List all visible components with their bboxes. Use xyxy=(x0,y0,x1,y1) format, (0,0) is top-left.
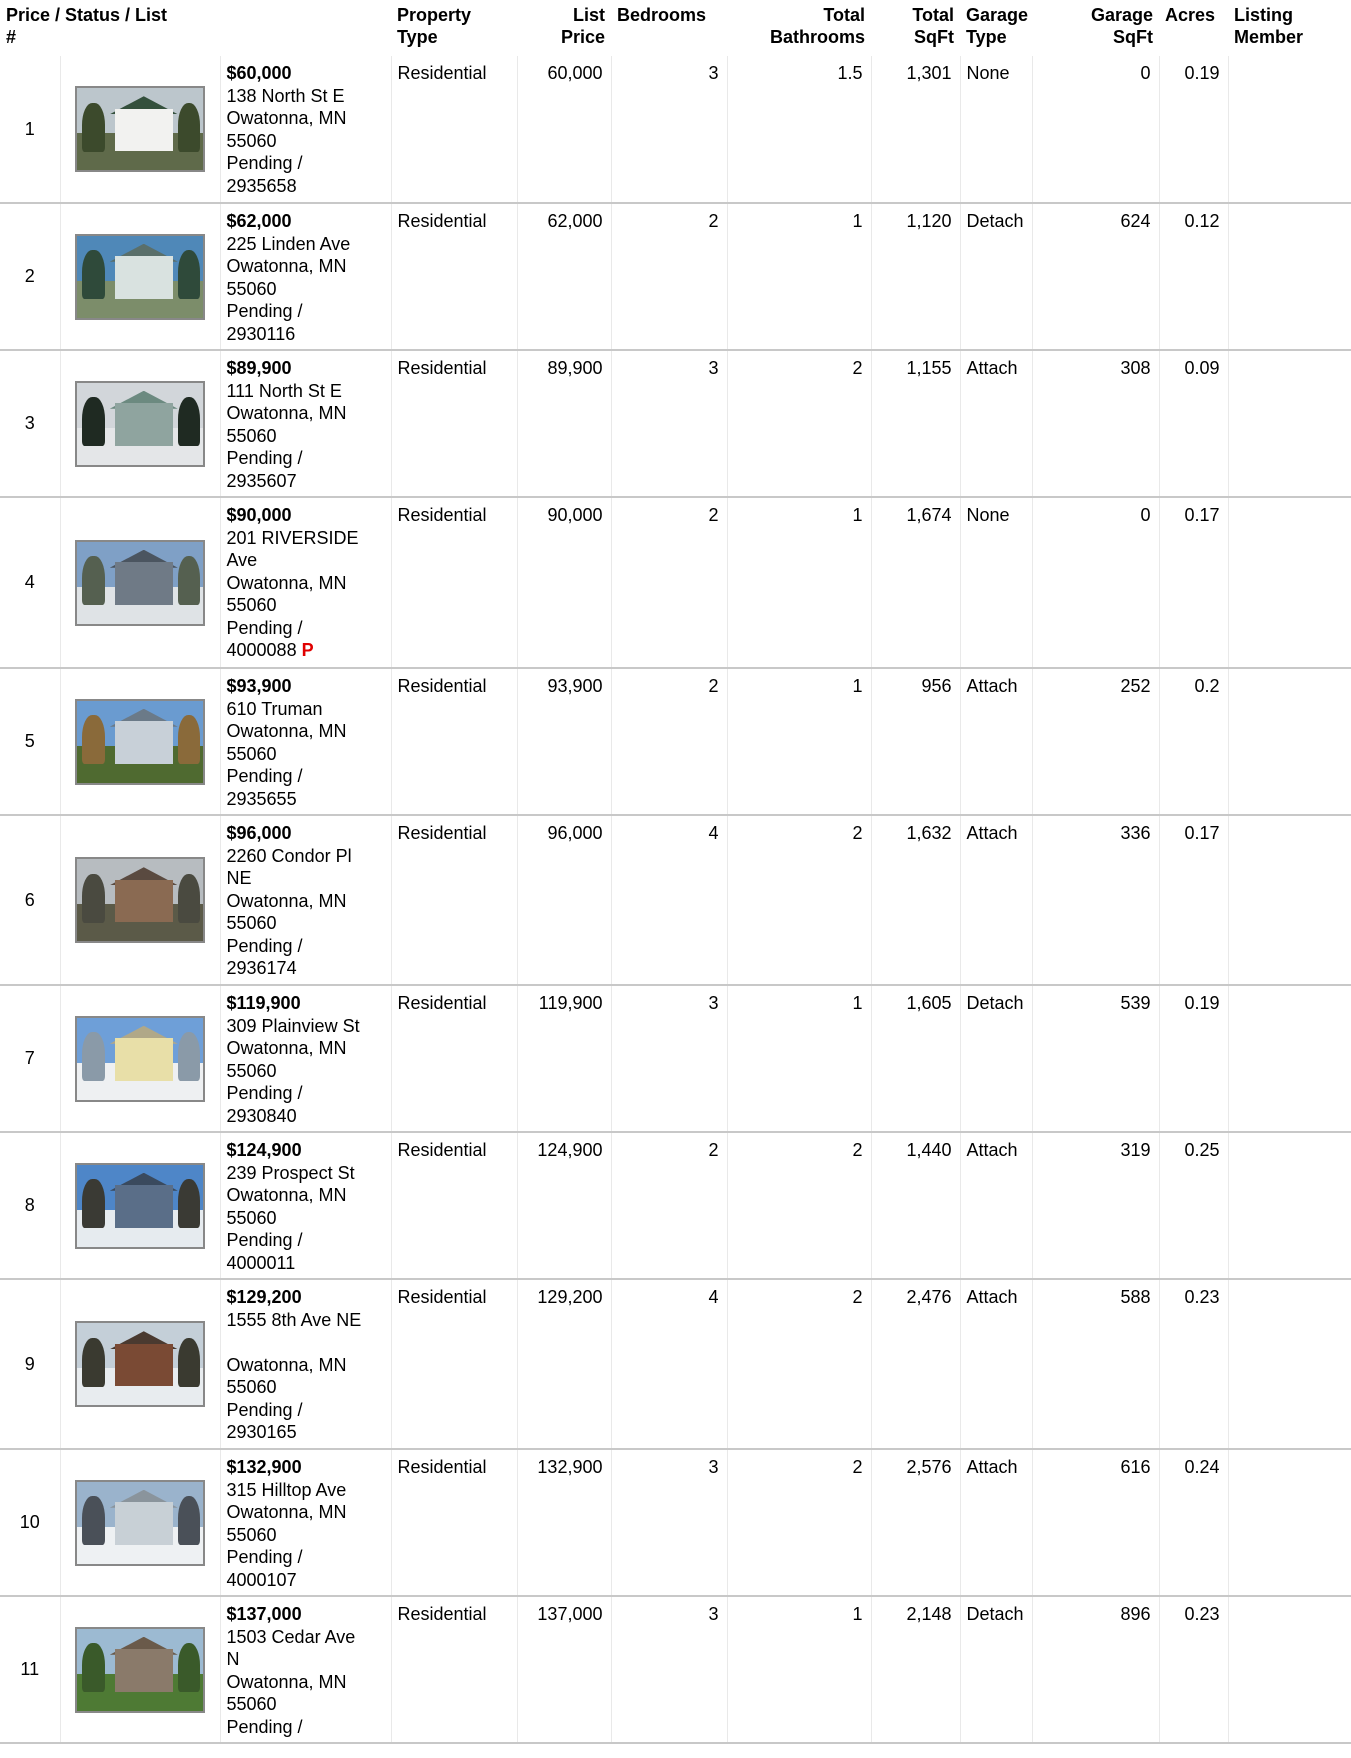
listing-member xyxy=(1228,497,1351,668)
photo-cell xyxy=(60,203,220,350)
garage-type: Attach xyxy=(960,815,1032,985)
garage-sqft: 0 xyxy=(1032,56,1159,203)
listing-row[interactable] xyxy=(0,1279,1351,1449)
garage-type: Detach xyxy=(960,1596,1032,1743)
list-price: 93,900 xyxy=(517,668,611,815)
listing-summary xyxy=(220,56,391,203)
photo-cell xyxy=(60,1449,220,1596)
listing-summary xyxy=(220,1279,391,1449)
listing-summary xyxy=(220,350,391,497)
address-line: 55060 xyxy=(226,1207,277,1228)
photo-house xyxy=(115,721,173,764)
address-line: 1555 8th Ave NE xyxy=(226,1309,362,1330)
address-line: 55060 xyxy=(226,913,277,933)
garage-type: None xyxy=(960,497,1032,668)
photo-tree xyxy=(178,1338,201,1387)
row-number: 8 xyxy=(0,1132,60,1279)
status: Pending / xyxy=(226,301,303,321)
garage-type: Attach xyxy=(960,350,1032,497)
header-label: Property xyxy=(397,5,472,25)
list-number[interactable]: 4000107 xyxy=(226,1569,297,1590)
header-label: Type xyxy=(397,27,438,47)
garage-type: None xyxy=(960,56,1032,203)
listing-member xyxy=(1228,1449,1351,1596)
total-sqft: 2,476 xyxy=(871,1279,960,1449)
address-line: 55060 xyxy=(226,595,277,615)
total-sqft: 2,576 xyxy=(871,1449,960,1596)
header-garage-sqft[interactable] xyxy=(1032,0,1159,56)
price[interactable]: $89,900 xyxy=(226,358,292,378)
header-row xyxy=(0,0,1351,56)
total-bathrooms: 2 xyxy=(727,1449,871,1596)
address-line: 239 Prospect St xyxy=(226,1162,355,1183)
total-sqft: 1,674 xyxy=(871,497,960,668)
header-price-status[interactable] xyxy=(0,0,391,56)
listing-row[interactable] xyxy=(0,985,1351,1132)
photo-tree xyxy=(82,103,105,152)
listing-photo[interactable] xyxy=(75,1163,205,1249)
list-price: 96,000 xyxy=(517,815,611,985)
total-bathrooms: 1 xyxy=(727,497,871,668)
address-line: 201 RIVERSIDE xyxy=(226,527,359,548)
header-list-price[interactable] xyxy=(517,0,611,56)
photo-tree xyxy=(178,715,201,764)
list-price: 129,200 xyxy=(517,1279,611,1449)
price[interactable]: $60,000 xyxy=(226,63,292,83)
address-line: Owatonna, MN xyxy=(226,1038,347,1058)
list-number[interactable]: 2930840 xyxy=(226,1105,297,1126)
list-price: 119,900 xyxy=(517,985,611,1132)
garage-type: Detach xyxy=(960,985,1032,1132)
list-number[interactable]: 2930165 xyxy=(226,1422,297,1442)
total-bathrooms: 2 xyxy=(727,1279,871,1449)
list-number[interactable]: 2930116 xyxy=(226,323,296,344)
property-type: Residential xyxy=(391,1279,517,1449)
photo-tree xyxy=(82,1032,105,1081)
address-line: Owatonna, MN xyxy=(226,890,347,911)
garage-sqft: 588 xyxy=(1032,1279,1159,1449)
price[interactable]: $137,000 xyxy=(226,1604,302,1624)
listing-member xyxy=(1228,668,1351,815)
garage-sqft: 624 xyxy=(1032,203,1159,350)
photo-tree xyxy=(178,1643,201,1692)
garage-sqft: 308 xyxy=(1032,350,1159,497)
photo-tree xyxy=(82,250,105,299)
total-bathrooms: 2 xyxy=(727,815,871,985)
header-label: Total xyxy=(823,5,865,25)
header-total-sqft[interactable] xyxy=(871,0,960,56)
listing-row[interactable] xyxy=(0,1449,1351,1596)
header-label: Price xyxy=(560,27,605,47)
header-label: Member xyxy=(1234,27,1304,47)
listing-photo[interactable] xyxy=(75,699,205,785)
listing-summary xyxy=(220,1596,391,1743)
photo-tree xyxy=(82,1338,105,1387)
address-line: 55060 xyxy=(226,1060,277,1081)
garage-type: Attach xyxy=(960,1132,1032,1279)
row-number: 2 xyxy=(0,203,60,350)
listing-summary xyxy=(220,985,391,1132)
listing-summary xyxy=(220,1449,391,1596)
photo-tree xyxy=(82,1496,105,1545)
list-number[interactable]: 2935658 xyxy=(226,175,297,196)
photo-cell xyxy=(60,668,220,815)
photo-house xyxy=(115,256,173,299)
header-label: Garage xyxy=(966,5,1029,25)
price[interactable]: $90,000 xyxy=(226,505,292,525)
address-line: 111 North St E xyxy=(226,380,342,401)
bedrooms: 2 xyxy=(611,668,727,815)
listing-member xyxy=(1228,1279,1351,1449)
photo-tree xyxy=(178,250,201,299)
price[interactable]: $124,900 xyxy=(226,1140,302,1160)
photo-house xyxy=(115,403,173,446)
row-number: 5 xyxy=(0,668,60,815)
property-type: Residential xyxy=(391,497,517,668)
list-number[interactable]: 2935655 xyxy=(226,788,297,809)
status: Pending / xyxy=(226,1230,303,1250)
garage-sqft: 616 xyxy=(1032,1449,1159,1596)
list-price: 137,000 xyxy=(517,1596,611,1743)
header-label: List xyxy=(572,5,605,25)
address-line: 55060 xyxy=(226,425,277,446)
photo-cell xyxy=(60,1279,220,1449)
listing-photo[interactable] xyxy=(75,1480,205,1566)
address-line: Owatonna, MN xyxy=(226,721,347,741)
address-line: Owatonna, MN xyxy=(226,403,347,423)
total-bathrooms: 1 xyxy=(727,203,871,350)
garage-sqft: 896 xyxy=(1032,1596,1159,1743)
photo-tree xyxy=(82,874,105,923)
list-number[interactable]: 2936174 xyxy=(226,958,297,978)
property-type: Residential xyxy=(391,56,517,203)
total-bathrooms: 1.5 xyxy=(727,56,871,203)
header-total-bathrooms[interactable] xyxy=(727,0,871,56)
address-line: Owatonna, MN xyxy=(226,1354,347,1375)
photo-cell xyxy=(60,1132,220,1279)
photo-tree xyxy=(178,874,201,923)
photo-tree xyxy=(178,1496,201,1545)
address-line: 309 Plainview St xyxy=(226,1015,360,1036)
listing-photo[interactable] xyxy=(75,234,205,320)
header-label: SqFt xyxy=(914,27,954,47)
listing-member xyxy=(1228,350,1351,497)
address-line: 55060 xyxy=(226,278,277,299)
listing-row[interactable] xyxy=(0,815,1351,985)
listing-summary xyxy=(220,1132,391,1279)
list-price: 89,900 xyxy=(517,350,611,497)
photo-tree xyxy=(82,1179,105,1228)
total-bathrooms: 1 xyxy=(727,985,871,1132)
acres: 0.09 xyxy=(1159,350,1228,497)
header-label: Listing xyxy=(1234,5,1293,25)
garage-type: Attach xyxy=(960,668,1032,815)
listing-photo[interactable] xyxy=(75,540,205,626)
address-line: 55060 xyxy=(226,1377,277,1397)
acres: 0.19 xyxy=(1159,985,1228,1132)
listing-summary xyxy=(220,668,391,815)
list-price: 132,900 xyxy=(517,1449,611,1596)
row-number: 1 xyxy=(0,56,60,203)
photo-cell xyxy=(60,1596,220,1743)
photo-tree xyxy=(178,397,201,446)
address-line: 315 Hilltop Ave xyxy=(226,1479,347,1500)
address-line: 1503 Cedar Ave xyxy=(226,1626,356,1647)
photo-house xyxy=(115,109,173,152)
listing-summary xyxy=(220,815,391,985)
address-line: Owatonna, MN xyxy=(226,572,347,593)
status: Pending / xyxy=(226,1083,303,1103)
photo-house xyxy=(115,1649,173,1692)
list-price: 62,000 xyxy=(517,203,611,350)
bedrooms: 2 xyxy=(611,1132,727,1279)
property-type: Residential xyxy=(391,668,517,815)
bedrooms: 3 xyxy=(611,1449,727,1596)
total-sqft: 1,301 xyxy=(871,56,960,203)
property-type: Residential xyxy=(391,985,517,1132)
photo-cell xyxy=(60,815,220,985)
total-bathrooms: 1 xyxy=(727,1596,871,1743)
photo-cell xyxy=(60,985,220,1132)
address-line: 55060 xyxy=(226,743,277,764)
total-sqft: 2,148 xyxy=(871,1596,960,1743)
status-flag: P xyxy=(301,640,314,660)
total-sqft: 1,155 xyxy=(871,350,960,497)
header-listing-member[interactable] xyxy=(1228,0,1351,56)
total-bathrooms: 2 xyxy=(727,350,871,497)
header-label: Type xyxy=(966,27,1007,47)
bedrooms: 3 xyxy=(611,56,727,203)
status: Pending / xyxy=(226,153,303,173)
acres: 0.2 xyxy=(1159,668,1228,815)
acres: 0.24 xyxy=(1159,1449,1228,1596)
list-number[interactable]: 2935607 xyxy=(226,470,297,491)
header-label: Bedrooms xyxy=(617,5,707,25)
row-number: 10 xyxy=(0,1449,60,1596)
photo-house xyxy=(115,562,173,605)
photo-tree xyxy=(178,1179,201,1228)
status: Pending / xyxy=(226,766,303,786)
address-line: Owatonna, MN xyxy=(226,1671,347,1692)
row-number: 4 xyxy=(0,497,60,668)
address-line: N xyxy=(226,1649,240,1669)
bedrooms: 2 xyxy=(611,497,727,668)
listing-member xyxy=(1228,56,1351,203)
address-line: Owatonna, MN xyxy=(226,256,347,276)
photo-cell xyxy=(60,497,220,668)
listing-row[interactable] xyxy=(0,497,1351,668)
acres: 0.23 xyxy=(1159,1596,1228,1743)
address-line: 610 Truman xyxy=(226,698,323,719)
property-type: Residential xyxy=(391,1596,517,1743)
listing-row[interactable] xyxy=(0,668,1351,815)
address-line: Owatonna, MN xyxy=(226,108,347,128)
status: Pending / xyxy=(226,1716,303,1737)
photo-house xyxy=(115,1344,173,1387)
status: Pending / xyxy=(226,1399,303,1420)
list-number[interactable]: 4000011 xyxy=(226,1252,296,1273)
photo-tree xyxy=(82,1643,105,1692)
property-type: Residential xyxy=(391,815,517,985)
list-price: 60,000 xyxy=(517,56,611,203)
total-bathrooms: 2 xyxy=(727,1132,871,1279)
listing-summary xyxy=(220,203,391,350)
acres: 0.17 xyxy=(1159,815,1228,985)
listing-row[interactable] xyxy=(0,1132,1351,1279)
property-type: Residential xyxy=(391,203,517,350)
list-price: 90,000 xyxy=(517,497,611,668)
total-sqft: 1,440 xyxy=(871,1132,960,1279)
bedrooms: 3 xyxy=(611,1596,727,1743)
acres: 0.12 xyxy=(1159,203,1228,350)
photo-house xyxy=(115,1502,173,1545)
photo-tree xyxy=(82,715,105,764)
listing-row[interactable] xyxy=(0,56,1351,203)
price[interactable]: $93,900 xyxy=(226,676,292,696)
bedrooms: 4 xyxy=(611,1279,727,1449)
price[interactable]: $119,900 xyxy=(226,993,301,1013)
bedrooms: 2 xyxy=(611,203,727,350)
listing-summary xyxy=(220,497,391,668)
garage-type: Attach xyxy=(960,1279,1032,1449)
property-type: Residential xyxy=(391,1132,517,1279)
listing-row[interactable] xyxy=(0,203,1351,350)
photo-tree xyxy=(178,1032,201,1081)
row-number: 7 xyxy=(0,985,60,1132)
listing-photo[interactable] xyxy=(75,857,205,943)
list-number[interactable]: 4000088 xyxy=(226,640,297,660)
header-property-type[interactable] xyxy=(391,0,517,56)
acres: 0.23 xyxy=(1159,1279,1228,1449)
address-line: 225 Linden Ave xyxy=(226,233,351,254)
photo-house xyxy=(115,1038,173,1081)
total-sqft: 1,632 xyxy=(871,815,960,985)
price[interactable]: $62,000 xyxy=(226,211,292,231)
price[interactable]: $132,900 xyxy=(226,1457,302,1477)
address-line: Ave xyxy=(226,550,258,570)
header-acres[interactable] xyxy=(1159,0,1228,56)
header-label: SqFt xyxy=(1113,27,1153,47)
acres: 0.17 xyxy=(1159,497,1228,668)
address-line: 55060 xyxy=(226,130,277,151)
bedrooms: 3 xyxy=(611,985,727,1132)
photo-tree xyxy=(82,556,105,605)
photo-house xyxy=(115,1185,173,1228)
address-line: 138 North St E xyxy=(226,85,345,106)
price[interactable]: $129,200 xyxy=(226,1287,302,1307)
bedrooms: 3 xyxy=(611,350,727,497)
garage-sqft: 539 xyxy=(1032,985,1159,1132)
total-sqft: 1,605 xyxy=(871,985,960,1132)
photo-tree xyxy=(178,103,201,152)
property-type: Residential xyxy=(391,1449,517,1596)
header-garage-type[interactable] xyxy=(960,0,1032,56)
header-label: Total xyxy=(912,5,954,25)
garage-type: Detach xyxy=(960,203,1032,350)
address-line: Owatonna, MN xyxy=(226,1185,347,1205)
garage-sqft: 252 xyxy=(1032,668,1159,815)
photo-house xyxy=(115,880,173,923)
listing-row[interactable] xyxy=(0,1596,1351,1743)
header-label: Garage xyxy=(1090,5,1153,25)
acres: 0.19 xyxy=(1159,56,1228,203)
status: Pending / xyxy=(226,448,303,468)
status: Pending / xyxy=(226,617,303,638)
listing-photo[interactable] xyxy=(75,1627,205,1713)
listing-photo[interactable] xyxy=(75,1016,205,1102)
acres: 0.25 xyxy=(1159,1132,1228,1279)
address-line: NE xyxy=(226,868,252,888)
garage-sqft: 0 xyxy=(1032,497,1159,668)
header-bedrooms[interactable] xyxy=(611,0,727,56)
header-label: Acres xyxy=(1165,5,1216,25)
listing-member xyxy=(1228,1132,1351,1279)
row-number: 6 xyxy=(0,815,60,985)
listing-photo[interactable] xyxy=(75,381,205,467)
listing-row[interactable] xyxy=(0,350,1351,497)
row-number: 3 xyxy=(0,350,60,497)
row-number: 11 xyxy=(0,1596,60,1743)
photo-cell xyxy=(60,56,220,203)
address-line: 55060 xyxy=(226,1524,277,1545)
total-sqft: 1,120 xyxy=(871,203,960,350)
listing-member xyxy=(1228,985,1351,1132)
photo-tree xyxy=(82,397,105,446)
header-label: Bathrooms xyxy=(769,27,865,47)
status: Pending / xyxy=(226,935,303,956)
listing-member xyxy=(1228,1596,1351,1743)
garage-sqft: 319 xyxy=(1032,1132,1159,1279)
property-type: Residential xyxy=(391,350,517,497)
garage-sqft: 336 xyxy=(1032,815,1159,985)
listing-member xyxy=(1228,815,1351,985)
photo-cell xyxy=(60,350,220,497)
status: Pending / xyxy=(226,1547,303,1567)
price[interactable]: $96,000 xyxy=(226,823,292,843)
address-line: 2260 Condor Pl xyxy=(226,845,352,866)
address-line: 55060 xyxy=(226,1694,277,1714)
total-bathrooms: 1 xyxy=(727,668,871,815)
row-number: 9 xyxy=(0,1279,60,1449)
bedrooms: 4 xyxy=(611,815,727,985)
header-label: Price / Status / List xyxy=(6,5,168,25)
listing-photo[interactable] xyxy=(75,1321,205,1407)
list-price: 124,900 xyxy=(517,1132,611,1279)
address-line: Owatonna, MN xyxy=(226,1502,347,1522)
photo-tree xyxy=(178,556,201,605)
header-label: # xyxy=(6,27,17,47)
garage-type: Attach xyxy=(960,1449,1032,1596)
listing-member xyxy=(1228,203,1351,350)
total-sqft: 956 xyxy=(871,668,960,815)
listing-photo[interactable] xyxy=(75,86,205,172)
